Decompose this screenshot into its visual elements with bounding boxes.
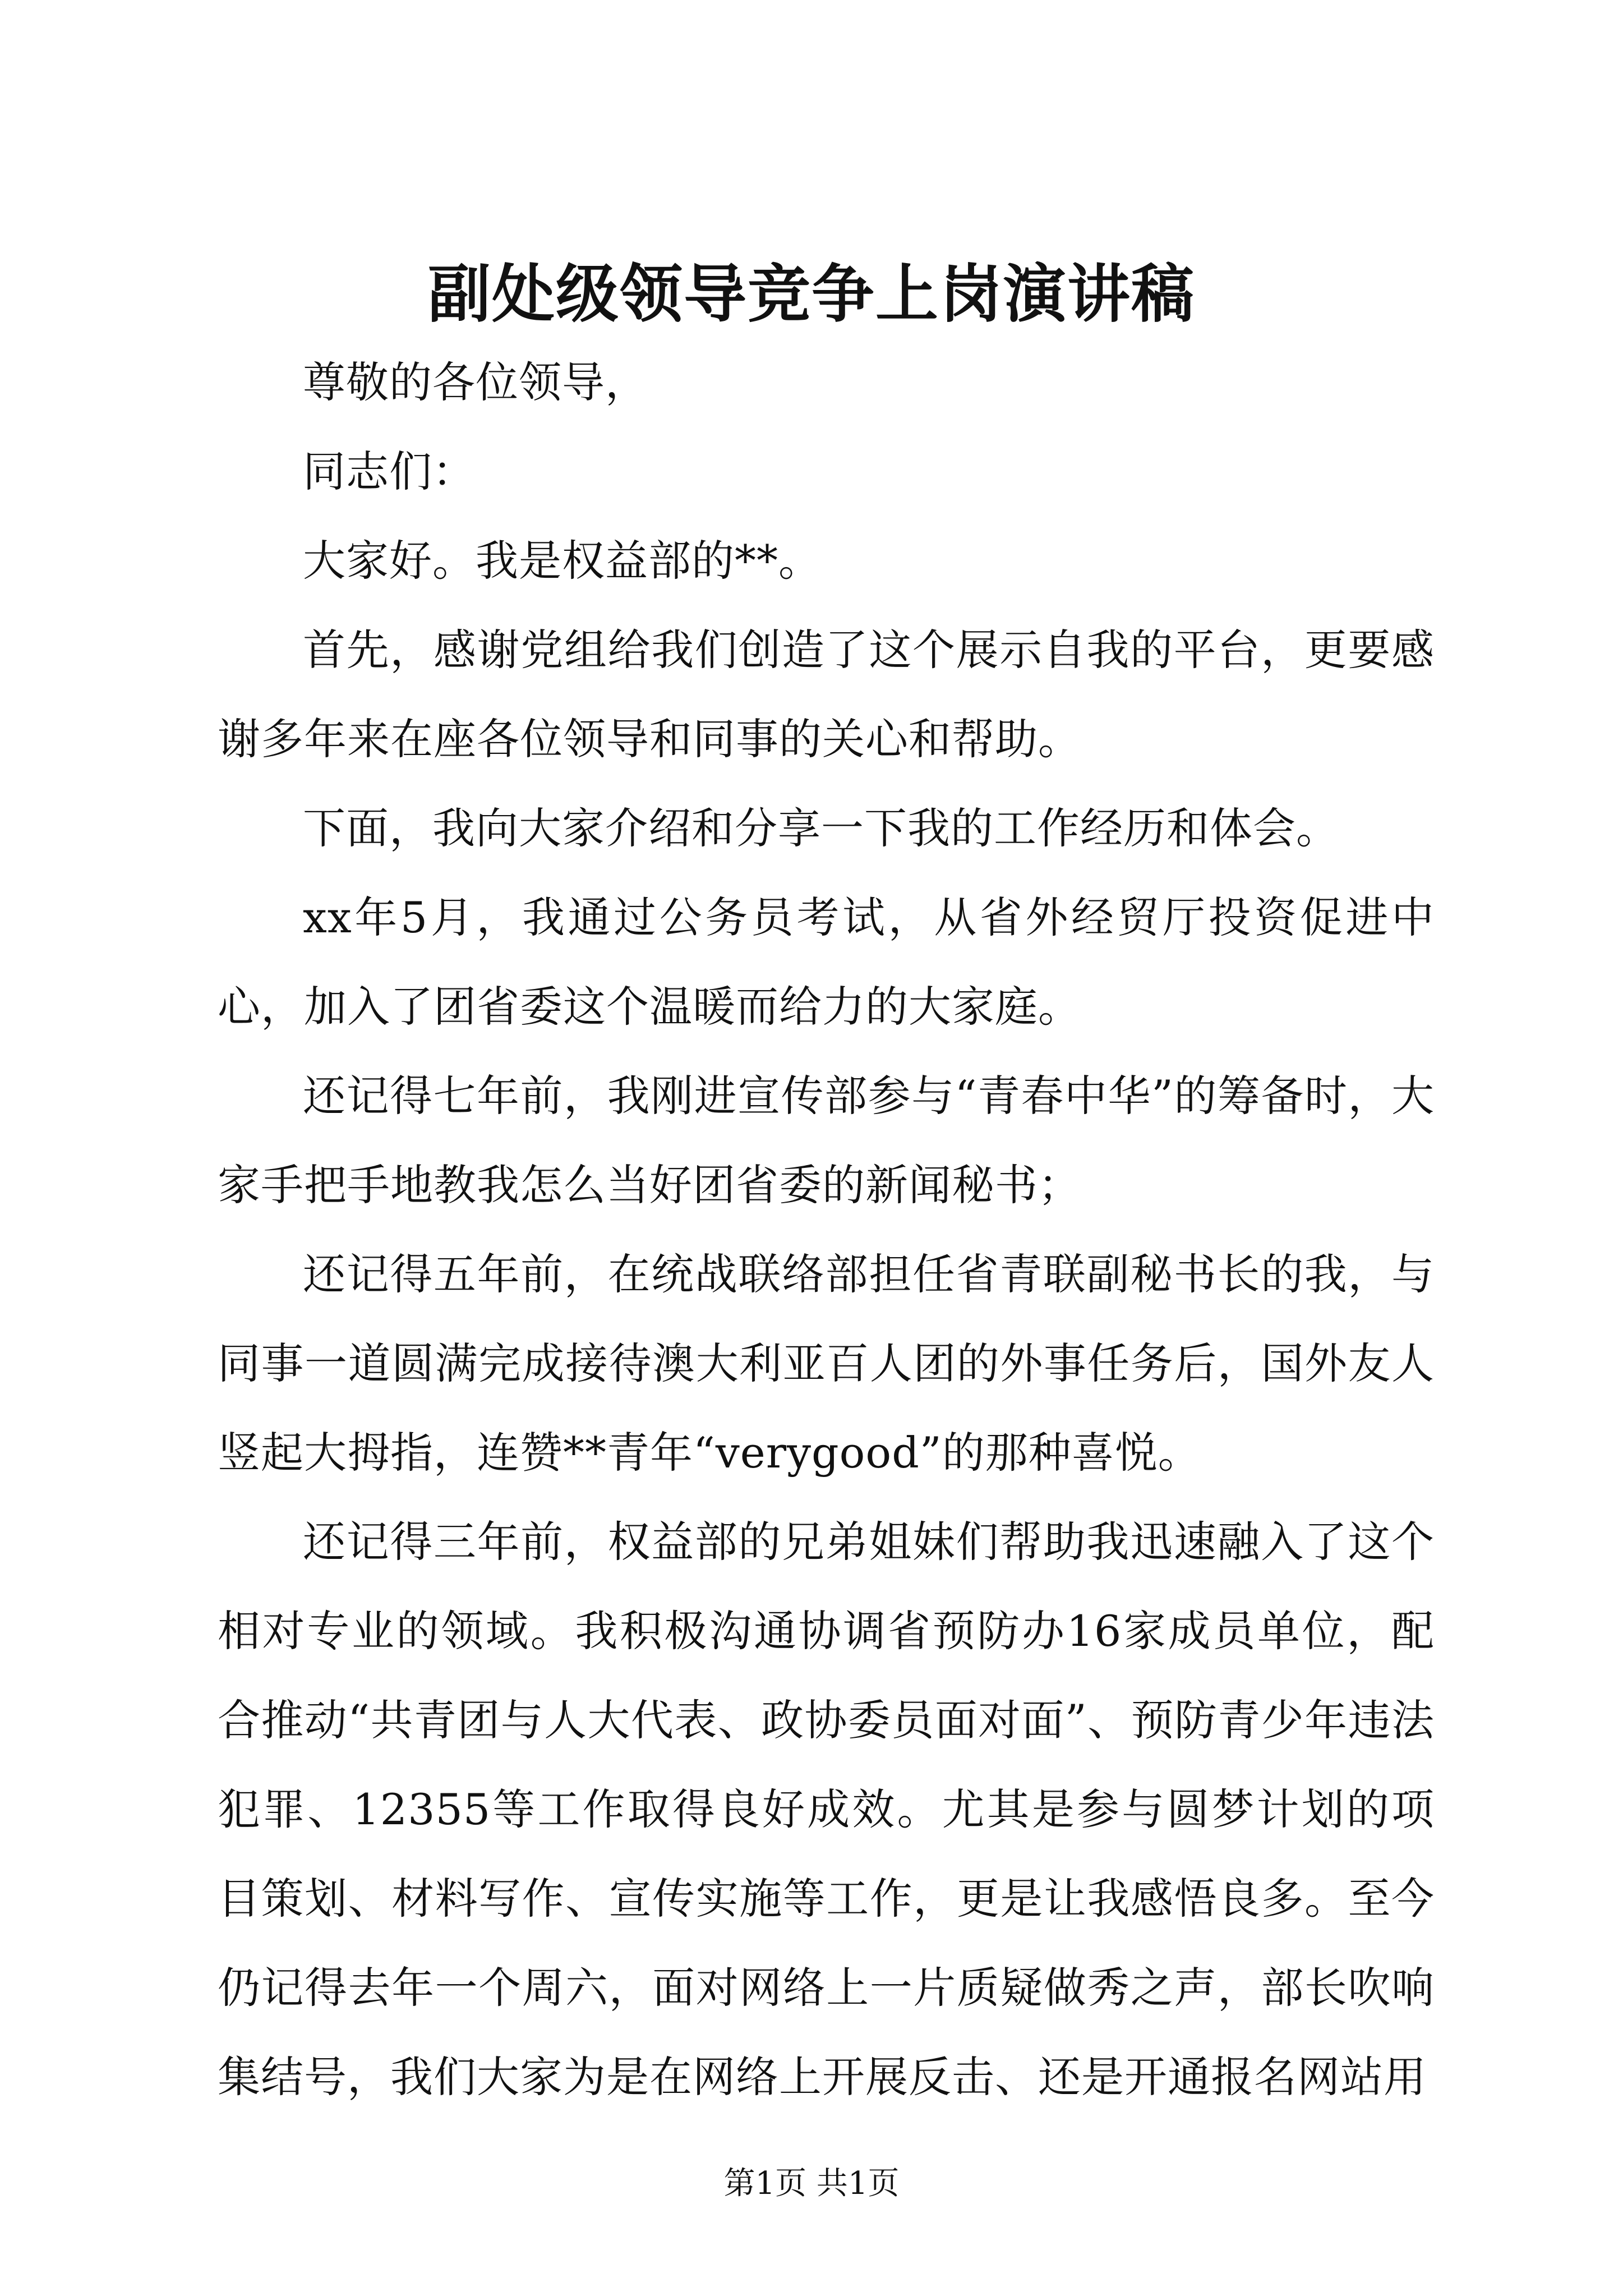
paragraph-salutation-1: 尊敬的各位领导， (303, 357, 648, 407)
paragraph-thanks: 首先，感谢党组给我们创造了这个展示自我的平台，更要感谢多年来在座各位领导和同事的关心和帮助。 (218, 625, 1435, 764)
paragraph-introduction: 下面，我向大家介绍和分享一下我的工作经历和体会。 (303, 803, 1339, 853)
document-title: 副处级领导竞争上岗演讲稿 (428, 257, 1195, 331)
paragraph-salutation-2: 同志们： (303, 447, 476, 496)
document-body (218, 338, 1435, 2122)
page-number-footer: 第1页 共1页 (723, 2165, 900, 2202)
paragraph-greeting: 大家好。我是权益部的**。 (303, 536, 822, 586)
paragraph-joining: xx年5月，我通过公务员考试，从省外经贸厅投资促进中心，加入了团省委这个温暖而给力的大家庭。 (218, 892, 1435, 1032)
paragraph-five-years-ago: 还记得五年前，在统战联络部担任省青联副秘书长的我，与同事一道圆满完成接待澳大利亚百人团的外事任务后，国外友人竖起大拇指，连赞**青年“verygood”的那种喜悦。 (218, 1249, 1435, 1478)
paragraph-three-years-ago: 还记得三年前，权益部的兄弟姐妹们帮助我迅速融入了这个相对专业的领域。我积极沟通协调省预防办16家成员单位，配合推动“共青团与人大代表、政协委员面对面”、预防青少年违法犯罪、12355等工作取得良好成效。尤其是参与圆梦计划的项目策划、材料写作、宣传实施等工作，更是让我感悟良多。至今仍记得去年一个周六，面对网络上一片质疑做秀之声，部长吹响集结号，我们大家为是在网络上开展反击、还是开通报名网站用 (218, 1517, 1435, 2102)
paragraph-seven-years-ago: 还记得七年前，我刚进宣传部参与“青春中华”的筹备时，大家手把手地教我怎么当好团省委的新闻秘书； (218, 1071, 1435, 1210)
